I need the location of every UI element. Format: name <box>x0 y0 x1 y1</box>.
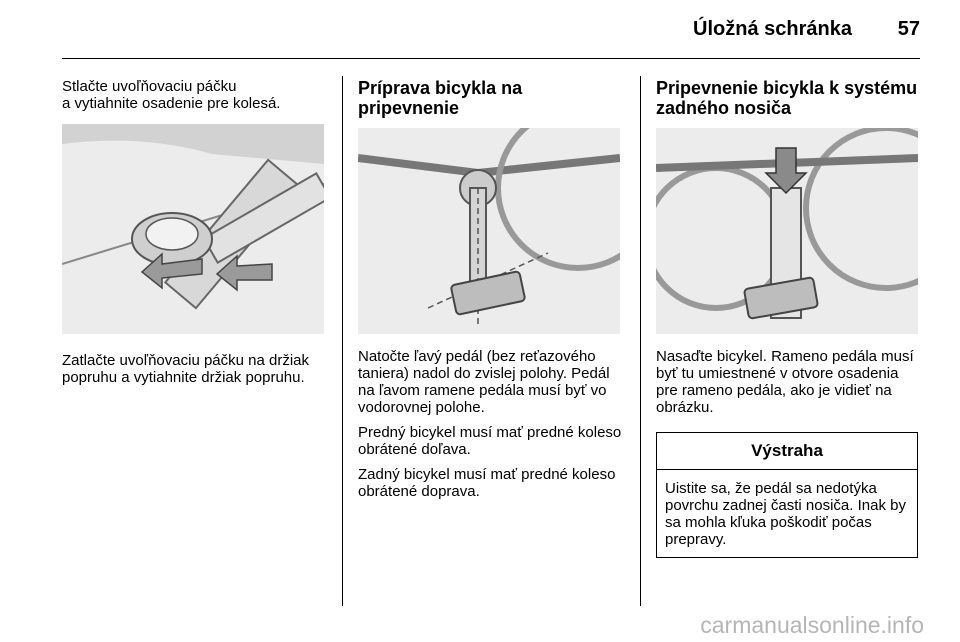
section-heading-prepare: Príprava bicykla na pripevnenie <box>358 78 523 118</box>
column-divider-1 <box>342 76 343 606</box>
warning-text: Uistite sa, že pedál sa nedotýka povrchu zadnej časti nosiča. Inak by sa mohla kľuka poškodiť počas prepravy. <box>665 480 906 548</box>
figure-caption: Zatlačte uvoľňovaciu páčku na držiak popruhu a vytiahnite držiak popruhu. <box>62 352 310 386</box>
paragraph-rear-bike: Zadný bicykel musí mať predné koleso obrátené doprava. <box>358 466 616 500</box>
paragraph-attach: Nasaďte bicykel. Rameno pedála musí byť tu umiestnené v otvore osadenia pre rameno pedála, ako je vidieť na obrázku. <box>656 348 914 416</box>
column-2 <box>358 78 624 508</box>
bike-attachment-illustration <box>656 128 918 334</box>
section-heading-attach: Pripevnenie bicykla k systému zadného nosiča <box>656 78 918 118</box>
header-rule <box>62 58 920 59</box>
page-number: 57 <box>897 18 920 40</box>
paragraph-front-bike: Predný bicykel musí mať predné koleso obrátené doľava. <box>358 424 622 458</box>
page-header <box>0 0 960 60</box>
pedal-position-illustration <box>358 128 620 334</box>
warning-box <box>656 432 918 558</box>
column-3 <box>656 78 922 424</box>
column-divider-2 <box>640 76 641 606</box>
chapter-title: Úložná schránka <box>693 18 852 40</box>
intro-text: Stlačte uvoľňovaciu páčku a vytiahnite osadenie pre kolesá. <box>62 78 281 112</box>
release-lever-illustration <box>62 124 324 334</box>
warning-title: Výstraha <box>657 433 917 470</box>
column-1 <box>62 78 328 394</box>
paragraph-pedal: Natočte ľavý pedál (bez reťazového taniera) nadol do zvislej polohy. Pedál na ľavom ramene pedála musí byť vo vodorovnej polohe. <box>358 348 610 416</box>
watermark: carmanualsonline.info <box>700 612 924 638</box>
